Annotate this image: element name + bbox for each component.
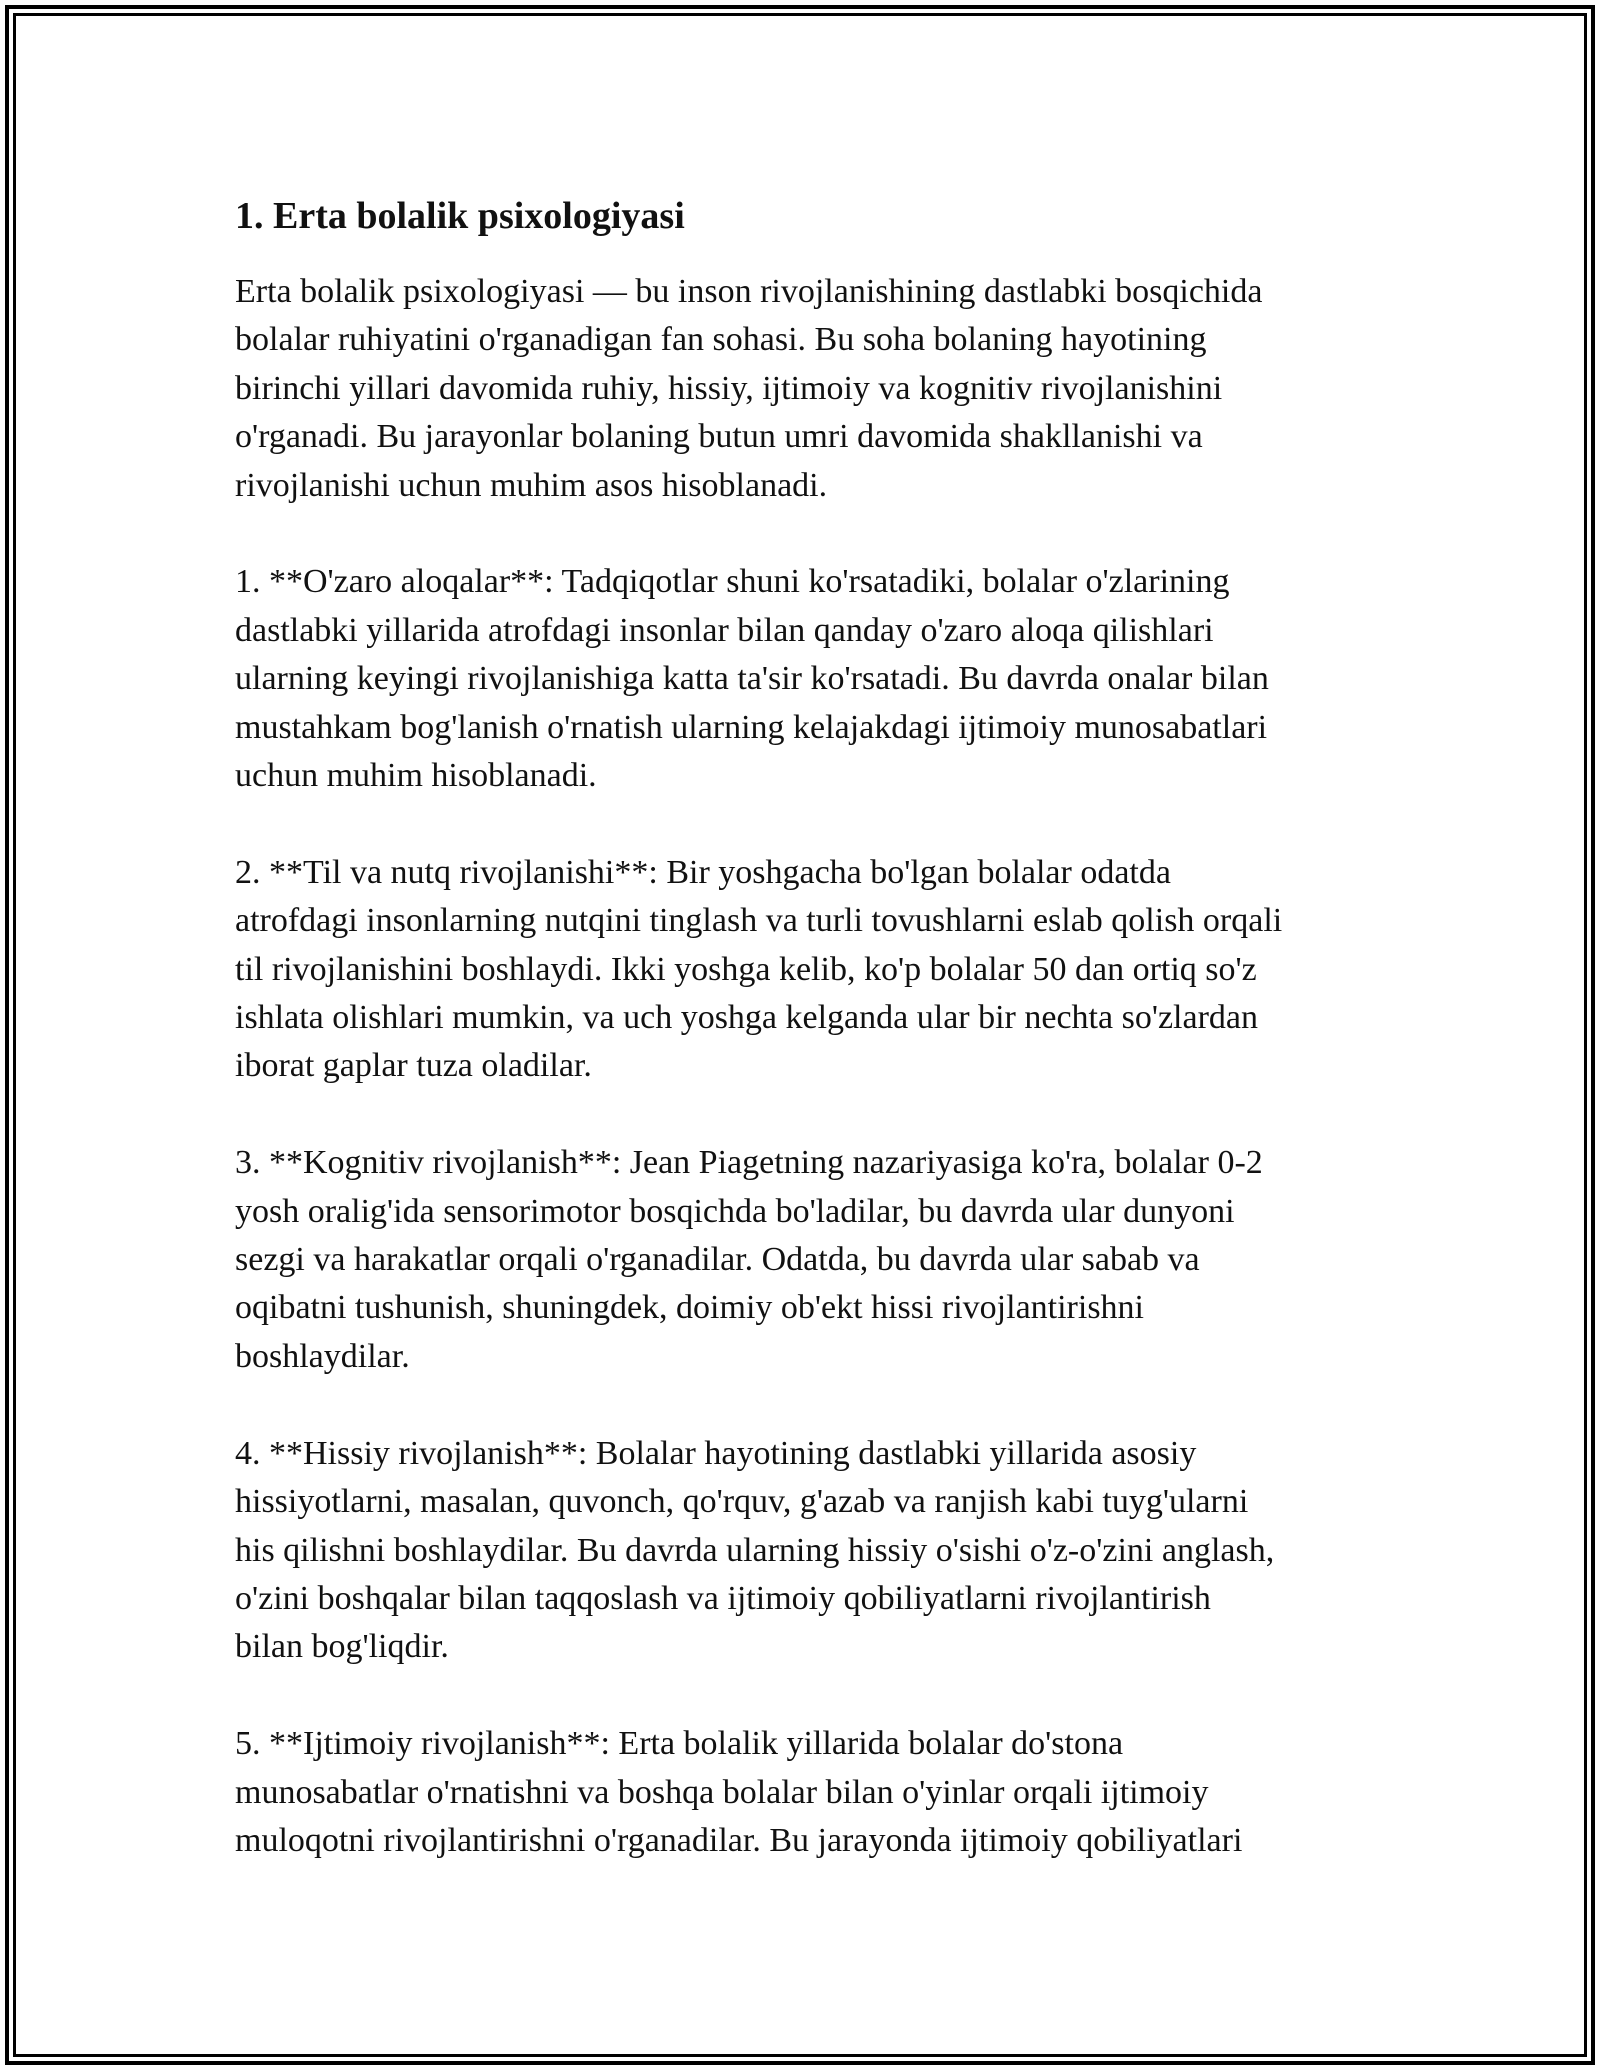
list-item-til-va-nutq: 2. **Til va nutq rivojlanishi**: Bir yoshgacha bo'lgan bolalar odatda atrofdagi insonlarning nutqini tinglash va turli tovushlarni eslab qolish orqali til rivojlanishini boshlaydi. Ikki yoshga kelib, ko'p bolalar 50 dan ortiq so'z ishlata olishlari mumkin, va uch yoshga kelganda ular bir nechta so'zlardan iborat gaplar tuza oladilar. <box>235 853 1283 1085</box>
list-item-ijtimoiy: 5. **Ijtimoiy rivojlanish**: Erta bolalik yillarida bolalar do'stona munosabatlar o'rnatishni va boshqa bolalar bilan o'yinlar orqali ijtimoiy muloqotni rivojlantirishni o'rganadilar. Bu jarayonda ijtimoiy qobiliyatlari <box>235 1725 1243 1859</box>
paragraph-spacer <box>235 1091 1375 1139</box>
paragraph-spacer <box>235 510 1375 558</box>
paragraph-spacer <box>235 1672 1375 1720</box>
list-item-hissiy: 4. **Hissiy rivojlanish**: Bolalar hayotining dastlabki yillarida asosiy hissiyotlarni, masalan, quvonch, qo'rquv, g'azab va ranjish kabi tuyg'ularni his qilishni boshlaydilar. Bu davrda ularning hissiy o'sishi o'z-o'zini anglash, o'zini boshqalar bilan taqqoslash va ijtimoiy qobiliyatlarni rivojlantirish bilan bog'liqdir. <box>235 1434 1275 1666</box>
paragraph-spacer <box>235 800 1375 848</box>
document-body <box>235 180 1375 1865</box>
paragraph-spacer <box>235 1381 1375 1429</box>
list-item-oz-aro-aloqalar: 1. **O'zaro aloqalar**: Tadqiqotlar shuni ko'rsatadiki, bolalar o'zlarining dastlabki yillarida atrofdagi insonlar bilan qanday o'zaro aloqa qilishlari ularning keyingi rivojlanishiga katta ta'sir ko'rsatadi. Bu davrda onalar bilan mustahkam bog'lanish o'rnatish ularning kelajakdagi ijtimoiy munosabatlari uchun muhim hisoblanadi. <box>235 563 1269 795</box>
document-title: 1. Erta bolalik psixologiyasi <box>235 195 685 237</box>
list-item-kognitiv: 3. **Kognitiv rivojlanish**: Jean Piagetning nazariyasiga ko'ra, bolalar 0-2 yosh oralig'ida sensorimotor bosqichda bo'ladilar, bu davrda ular dunyoni sezgi va harakatlar orqali o'rganadilar. Odatda, bu davrda ular sabab va oqibatni tushunish, shuningdek, doimiy ob'ekt hissi rivojlantirishni boshlaydilar. <box>235 1144 1263 1375</box>
intro-paragraph: Erta bolalik psixologiyasi — bu inson rivojlanishining dastlabki bosqichida bolalar ruhiyatini o'rganadigan fan sohasi. Bu soha bolaning hayotining birinchi yillari davomida ruhiy, hissiy, ijtimoiy va kognitiv rivojlanishini o'rganadi. Bu jarayonlar bolaning butun umri davomida shakllanishi va rivojlanishi uchun muhim asos hisoblanadi. <box>235 273 1263 504</box>
